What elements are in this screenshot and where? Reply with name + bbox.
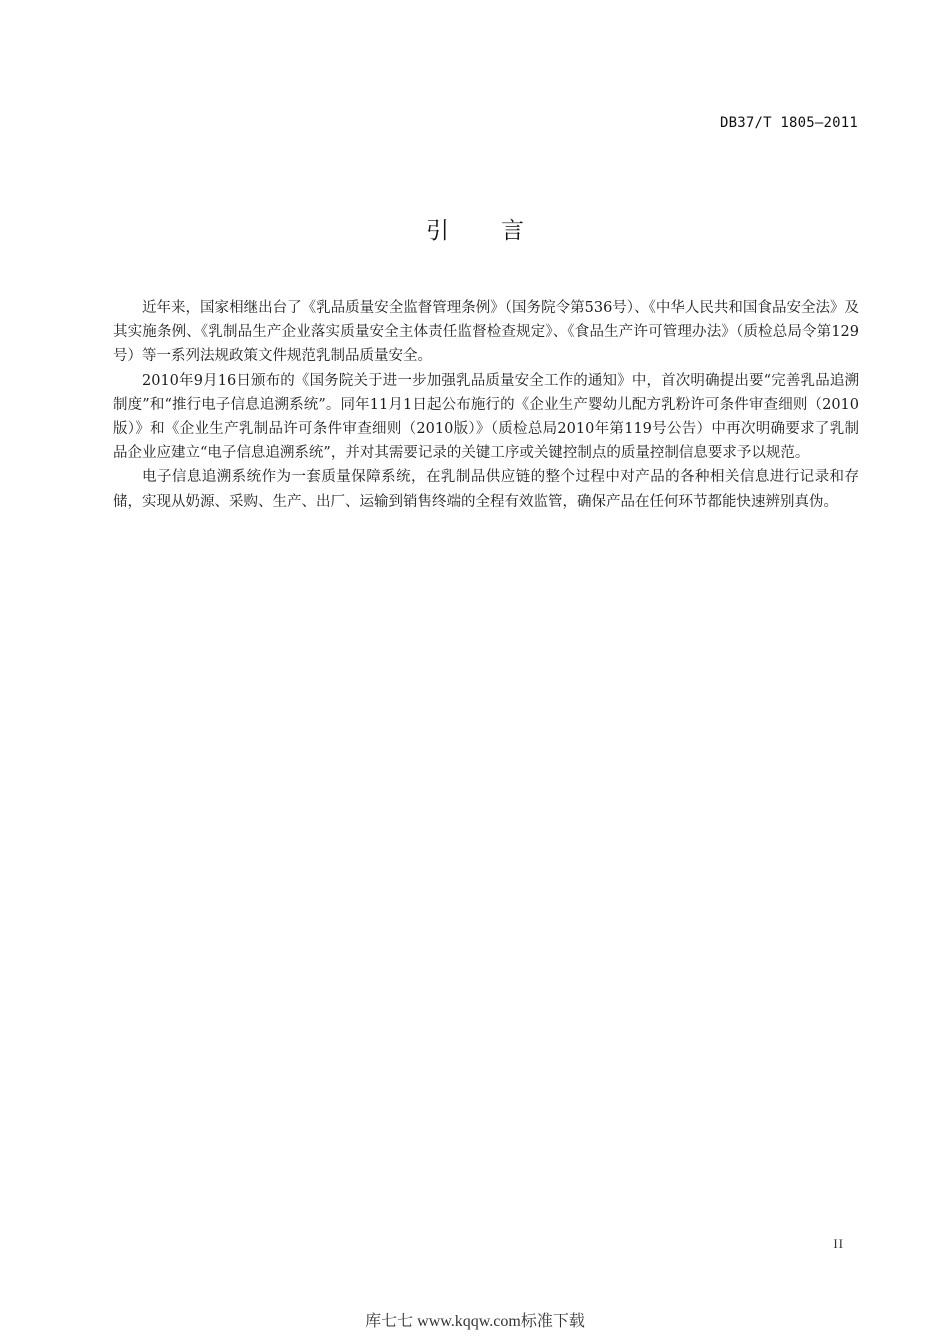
introduction-body: [113, 296, 859, 514]
paragraph: 近年来，国家相继出台了《乳品质量安全监督管理条例》（国务院令第536号）、《中华人民共和国食品安全法》及其实施条例、《乳制品生产企业落实质量安全主体责任监督检查规定》、《食品生产许可管理办法》（质检总局令第129号）等一系列法规政策文件规范乳制品质量安全。: [113, 300, 859, 365]
section-title: 引言: [426, 218, 576, 244]
paragraph: 2010年9月16日颁布的《国务院关于进一步加强乳品质量安全工作的通知》中，首次明确提出要“完善乳品追溯制度”和“推行电子信息追溯系统”。同年11月1日起公布施行的《企业生产婴幼儿配方乳粉许可条件审查细则（2010版）》和《企业生产乳制品许可条件审查细则（2010版）》（质检总局2010年第119号公告）中再次明确要求了乳制品企业应建立“电子信息追溯系统”，并对其需要记录的关键工序或关键控制点的质量控制信息要求予以规范。: [113, 372, 859, 462]
page-number: II: [833, 1236, 844, 1251]
watermark-text: 库七七 www.kqqw.com标准下载: [365, 1313, 585, 1330]
standard-code: DB37/T 1805—2011: [719, 115, 858, 131]
paragraph: 电子信息追溯系统作为一套质量保障系统，在乳制品供应链的整个过程中对产品的各种相关信息进行记录和存储，实现从奶源、采购、生产、出厂、运输到销售终端的全程有效监管，确保产品在任何环节都能快速辨别真伪。: [113, 469, 859, 510]
